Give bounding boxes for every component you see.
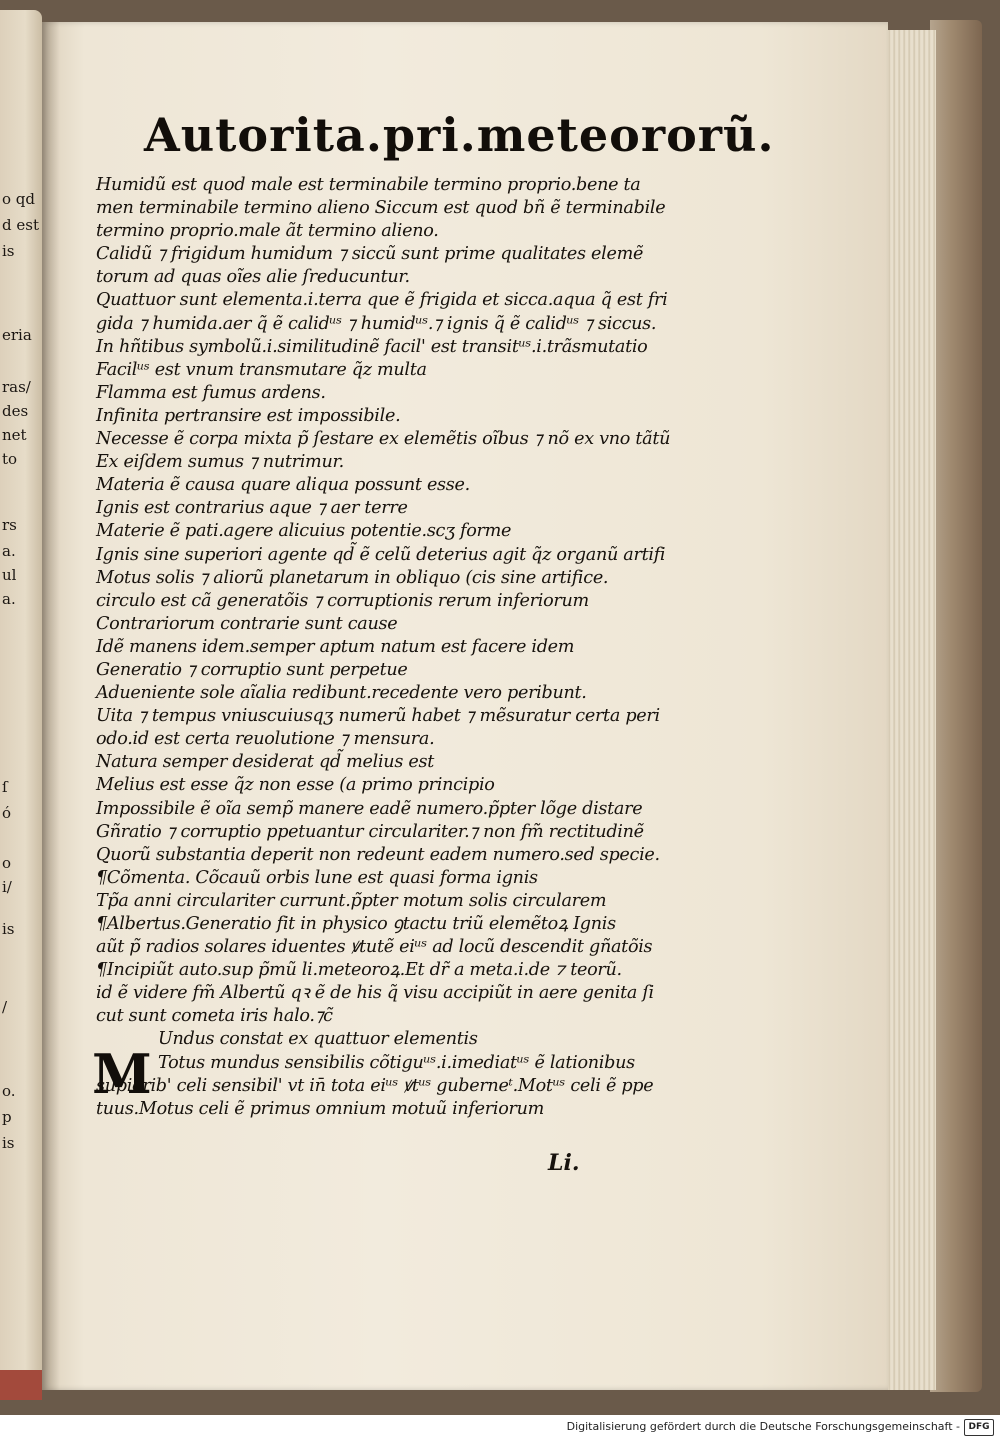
text-line: In hñtibus symbolũ.i.similitudinẽ facil' est transitᵘˢ.i.trãsmutatio xyxy=(96,336,648,357)
text-line: ¶Incipiũt auto.sup p̃mũ li.meteoroꝝ.Et dr̃ a meta.i.de ⁊ teorũ. xyxy=(96,960,622,981)
text-line: aũt p̃ radios solares iduentes ꝟtutẽ eiᵘˢ ad locũ descendit gñatõis xyxy=(96,937,653,958)
text-line: Motus solis ⁊ aliorũ planetarum in obliquo (cis sine artifice. xyxy=(96,567,609,588)
margin-fragment: i/ xyxy=(2,880,12,895)
text-line: Facilᵘˢ est vnum transmutare q̃z multa xyxy=(96,359,427,380)
text-line: cut sunt cometa iris halo.⁊c̃ xyxy=(96,1006,333,1027)
margin-fragment: o. xyxy=(2,1084,16,1099)
margin-fragment: o xyxy=(2,856,12,871)
margin-fragment: ul xyxy=(2,568,17,583)
page-heading: Autorita.pri.meteororũ. xyxy=(144,108,775,162)
margin-fragment: is xyxy=(2,244,15,259)
text-line: Quattuor sunt elementa.i.terra que ẽ frigida et sicca.aqua q̃ est fri xyxy=(96,290,668,311)
text-line: odo.id est certa reuolutione ⁊ mensura. xyxy=(96,729,435,750)
margin-fragment: o qd xyxy=(2,192,36,207)
text-line: supiorib' celi sensibil' vt in̄ tota eiᵘˢ ꝟtᵘˢ guberneᵗ.Motᵘˢ celi ẽ ppe xyxy=(96,1075,654,1096)
text-line: Ignis est contrarius aque ⁊ aer terre xyxy=(96,498,408,519)
margin-fragment: ó xyxy=(2,806,12,821)
margin-fragment: des xyxy=(2,404,29,419)
text-line: id ẽ videre fm̃ Albertũ qꝛ ẽ de his q̃ visu accipiũt in aere genita ſi xyxy=(96,983,654,1004)
margin-fragment: is xyxy=(2,1136,15,1151)
text-line: Generatio ⁊ corruptio sunt perpetue xyxy=(96,659,408,680)
margin-fragment: a. xyxy=(2,592,16,607)
margin-fragment: net xyxy=(2,428,27,443)
text-line: Undus constat ex quattuor elementis xyxy=(158,1029,478,1050)
margin-fragment: a. xyxy=(2,544,16,559)
text-line: Totus mundus sensibilis cõtiguᵘˢ.i.imediatᵘˢ ẽ lationibus xyxy=(158,1052,635,1073)
text-line: Melius est esse q̃z non esse (a primo principio xyxy=(96,775,495,796)
text-line: Ex eiſdem sumus ⁊ nutrimur. xyxy=(96,452,344,473)
text-line: Flamma est fumus ardens. xyxy=(96,382,326,403)
text-line: Ignis sine superiori agente qd̃ ẽ celũ deterius agit q̃z organũ artifi xyxy=(96,544,666,565)
text-line: Calidũ ⁊ frigidum humidum ⁊ siccũ sunt prime qualitates elemẽ xyxy=(96,244,644,265)
text-line: Idẽ manens idem.semper aptum natum est facere idem xyxy=(96,636,575,657)
text-line: gida ⁊ humida.aer q̃ ẽ calidᵘˢ ⁊ humidᵘˢ.⁊ ignis q̃ ẽ calidᵘˢ ⁊ siccus. xyxy=(96,313,657,334)
text-line: Tp̃a anni circulariter currunt.p̃pter motum solis circularem xyxy=(96,890,607,911)
text-line: Materie ẽ pati.agere alicuius potentie.scʒ forme xyxy=(96,521,512,542)
dfg-logo: DFG xyxy=(964,1419,994,1436)
text-line: Necesse ẽ corpa mixta p̃ ſestare ex elemẽtis oĩbus ⁊ nõ ex vno tãtũ xyxy=(96,429,671,450)
margin-fragment: ras/ xyxy=(2,380,31,395)
text-line: ¶Cõmenta. Cõcauũ orbis lune est quasi forma ignis xyxy=(96,867,538,888)
text-line: torum ad quas oĩes alie ſreducuntur. xyxy=(96,267,410,288)
text-line: Materia ẽ causa quare aliqua possunt esse. xyxy=(96,475,470,496)
margin-fragment: / xyxy=(2,1000,8,1015)
initial-capital: M xyxy=(92,1042,152,1106)
red-bookmark-tab xyxy=(0,1370,42,1400)
text-line: ¶Albertus.Generatio fit in physico ꝯtactu triũ elemẽtoꝝ Ignis xyxy=(96,914,616,934)
book-cover-edge xyxy=(930,20,982,1392)
text-line: Adueniente sole aĩalia redibunt.recedente vero peribunt. xyxy=(96,683,587,704)
text-line: Humidũ est quod male est terminabile termino proprio.bene ta xyxy=(96,175,641,195)
text-line: Quorũ substantia deperit non redeunt eadem numero.sed specie. xyxy=(96,844,660,865)
text-line: Contrariorum contrarie sunt cause xyxy=(96,613,398,634)
signature-mark: Li. xyxy=(548,1150,580,1176)
margin-fragment: p xyxy=(2,1110,12,1125)
text-line: Infinita pertransire est impossibile. xyxy=(96,405,401,426)
text-block xyxy=(96,174,696,1121)
text-line: Gñratio ⁊ corruptio ppetuantur circulariter.⁊ non fm̃ rectitudinẽ xyxy=(96,821,644,842)
margin-fragment: ſ xyxy=(2,780,8,795)
text-line: tuus.Motus celi ẽ primus omnium motuũ inferiorum xyxy=(96,1098,545,1119)
margin-fragment: to xyxy=(2,452,18,467)
margin-fragment: d est xyxy=(2,218,39,233)
funding-note: Digitalisierung gefördert durch die Deutsche Forschungsgemeinschaft - xyxy=(566,1420,960,1433)
margin-fragment: is xyxy=(2,922,15,937)
text-line: Impossibile ẽ oĩa semp̃ manere eadẽ numero.p̃pter lõge distare xyxy=(96,798,643,819)
text-line: Uita ⁊ tempus vniuscuiusqʒ numerũ habet ⁊ mẽsuratur certa peri xyxy=(96,706,660,727)
text-line: termino proprio.male ãt termino alieno. xyxy=(96,221,439,242)
gutter-shadow xyxy=(42,22,60,1390)
text-line: men terminabile termino alieno Siccum est quod bñ ẽ terminabile xyxy=(96,198,666,219)
margin-fragment: rs xyxy=(2,518,17,533)
text-line: Natura semper desiderat qd̃ melius est xyxy=(96,752,434,773)
margin-fragment: eria xyxy=(2,328,32,343)
footer-bar xyxy=(0,1415,1000,1440)
facing-page-left xyxy=(0,10,42,1395)
text-line: circulo est cã generatõis ⁊ corruptionis rerum inferiorum xyxy=(96,590,589,611)
